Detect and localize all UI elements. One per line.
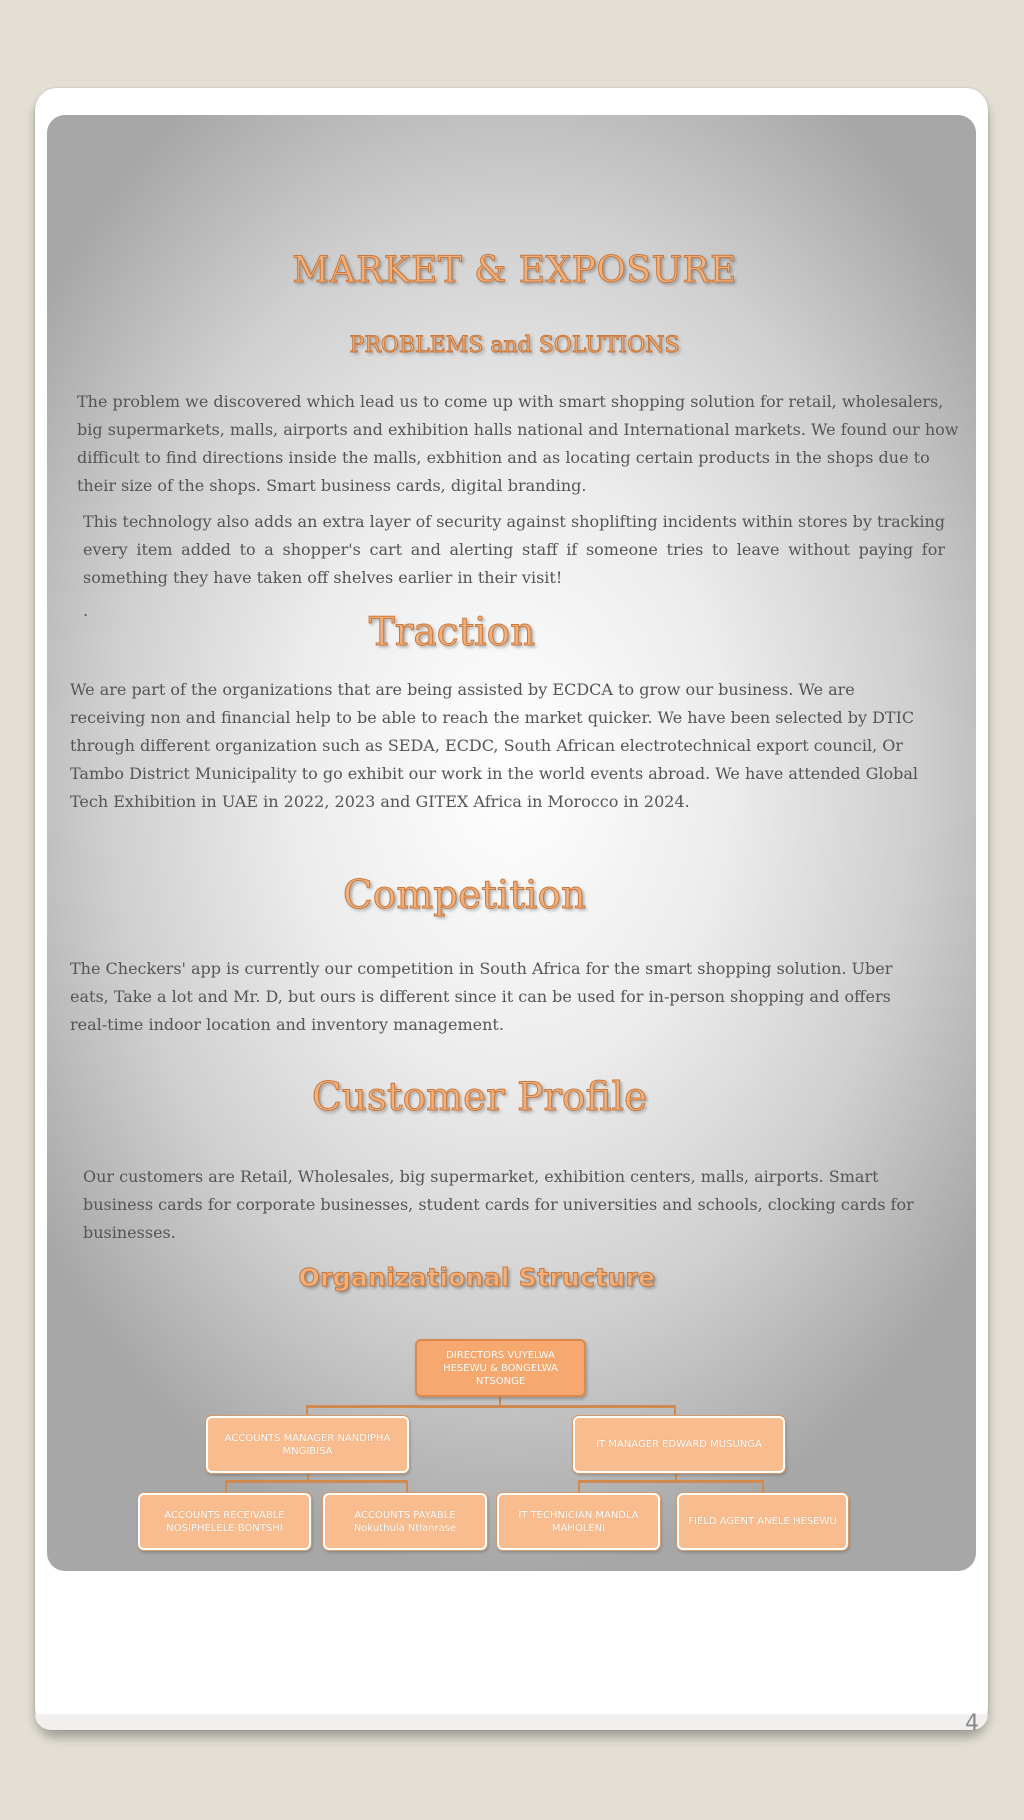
org-connector <box>225 1480 408 1483</box>
org-node-accounts-payable <box>323 1493 487 1550</box>
page-bottom-strip <box>35 1714 988 1730</box>
customer-paragraph: Our customers are Retail, Wholesales, big supermarket, exhibition centers, malls, airports. Smart business cards for corporate businesses, student cards for universities and schools, clocking cards for businesses. <box>83 1167 914 1242</box>
org-connector <box>225 1480 227 1492</box>
stray-dot: . <box>83 601 89 620</box>
problems-solutions-heading: PROBLEMS and SOLUTIONS <box>349 333 680 358</box>
org-connector <box>306 1405 308 1418</box>
org-connector <box>675 1473 677 1482</box>
problems-paragraph: The problem we discovered which lead us to come up with smart shopping solution for retail, wholesalers, big supermarkets, malls, airports and exhibition halls national and International markets. We found our how difficult to find directions inside the malls, exbhition and as locating certain products in the shops due to their size of the shops. Smart business cards, digital branding. <box>77 392 959 495</box>
org-connector <box>499 1397 501 1407</box>
org-structure-heading: Organizational Structure <box>298 1263 656 1292</box>
traction-paragraph: We are part of the organizations that are being assisted by ECDCA to grow our business. We are receiving non and financial help to be able to reach the market quicker. We have been selected by DTIC through different organization such as SEDA, ECDC, South African electrotechnical export council, Or Tambo District Municipality to go exhibit our work in the world events abroad. We have attended Global Tech Exhibition in UAE in 2022, 2023 and GITEX Africa in Morocco in 2024. <box>70 680 919 811</box>
org-connector <box>762 1480 764 1492</box>
slide <box>47 115 976 1571</box>
org-node-directors <box>415 1339 586 1397</box>
market-exposure-title: MARKET & EXPOSURE <box>292 250 737 291</box>
org-node-accounts-receivable-label: ACCOUNTS RECEIVABLE NOSIPHELELE BONTSHI <box>164 1509 285 1534</box>
org-node-it-manager <box>573 1416 785 1473</box>
org-node-accounts-payable-title: ACCOUNTS PAYABLE <box>354 1509 456 1521</box>
competition-heading: Competition <box>342 873 587 918</box>
traction-heading: Traction <box>368 610 536 655</box>
org-connector <box>306 1405 675 1408</box>
org-node-accounts-manager <box>206 1416 409 1473</box>
org-connector <box>307 1473 309 1482</box>
org-node-it-technician-label: IT TECHNICIAN MANDLA MAHOLENI <box>518 1509 639 1534</box>
org-node-accounts-payable-name: Nokuthula Ntlanrase <box>353 1522 457 1534</box>
customer-profile-heading: Customer Profile <box>311 1075 648 1120</box>
security-paragraph: This technology also adds an extra layer of security against shoplifting incidents within stores by tracking every item added to a shopper's cart and alerting staff if someone tries to leave without paying for something they have taken off shelves earlier in their visit! <box>83 512 945 587</box>
org-node-it-manager-label: IT MANAGER EDWARD MUSUNGA <box>596 1439 762 1450</box>
page-number: 4 <box>965 1711 979 1736</box>
org-connector <box>578 1480 580 1492</box>
org-node-field-agent <box>677 1493 848 1550</box>
org-node-directors-label: DIRECTORS VUYELWA HESEWU & BONGELWA NTSONGE <box>443 1349 558 1387</box>
org-node-field-agent-label: FIELD AGENT ANELE HESEWU <box>688 1516 837 1527</box>
org-node-it-technician <box>497 1493 660 1550</box>
org-connector <box>578 1480 764 1483</box>
org-node-accounts-manager-label: ACCOUNTS MANAGER NANDIPHA MNGIBISA <box>224 1432 391 1457</box>
org-connector <box>406 1480 408 1492</box>
org-connector <box>674 1405 676 1418</box>
competition-paragraph: The Checkers' app is currently our competition in South Africa for the smart shopping solution. Uber eats, Take a lot and Mr. D, but ours is different since it can be used for in-person shopping and offers real-time indoor location and inventory management. <box>70 959 893 1034</box>
org-node-accounts-receivable <box>138 1493 311 1550</box>
